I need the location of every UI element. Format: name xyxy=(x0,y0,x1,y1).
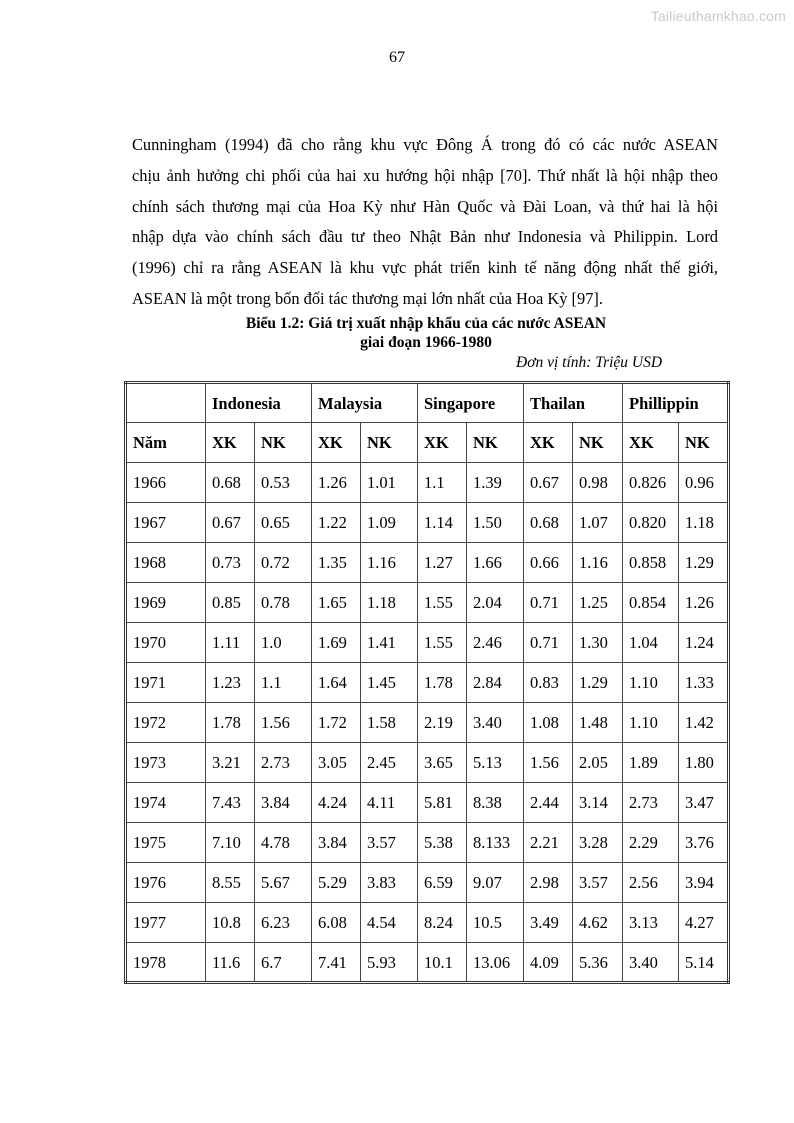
value-cell: 1.1 xyxy=(255,663,312,703)
value-cell: 1.08 xyxy=(524,703,573,743)
value-cell: 2.19 xyxy=(418,703,467,743)
value-cell: 3.05 xyxy=(312,743,361,783)
year-cell: 1969 xyxy=(126,583,206,623)
table-row xyxy=(126,823,729,863)
value-cell: 1.78 xyxy=(206,703,255,743)
value-cell: 8.55 xyxy=(206,863,255,903)
paragraph-line: Cunningham (1994) đã cho rằng khu vực Đông Á trong đó có các nước ASEAN xyxy=(132,135,718,154)
value-cell: 7.41 xyxy=(312,943,361,983)
table-caption xyxy=(0,314,794,352)
unit-note: Đơn vị tính: Triệu USD xyxy=(516,354,663,371)
year-cell: 1976 xyxy=(126,863,206,903)
value-cell: 1.42 xyxy=(679,703,729,743)
table-row xyxy=(126,863,729,903)
value-cell: 1.1 xyxy=(418,463,467,503)
header-empty-cell xyxy=(126,383,206,423)
value-cell: 1.10 xyxy=(623,663,679,703)
value-cell: 0.68 xyxy=(524,503,573,543)
value-cell: 5.13 xyxy=(467,743,524,783)
value-cell: 1.10 xyxy=(623,703,679,743)
year-cell: 1978 xyxy=(126,943,206,983)
value-cell: 3.57 xyxy=(361,823,418,863)
year-cell: 1967 xyxy=(126,503,206,543)
value-cell: 0.85 xyxy=(206,583,255,623)
value-cell: 0.826 xyxy=(623,463,679,503)
value-cell: 4.09 xyxy=(524,943,573,983)
value-cell: 0.53 xyxy=(255,463,312,503)
value-cell: 2.21 xyxy=(524,823,573,863)
body-paragraph xyxy=(132,130,718,315)
table-row xyxy=(126,623,729,663)
value-cell: 9.07 xyxy=(467,863,524,903)
value-cell: 0.854 xyxy=(623,583,679,623)
value-cell: 3.40 xyxy=(623,943,679,983)
year-cell: 1973 xyxy=(126,743,206,783)
value-cell: 5.29 xyxy=(312,863,361,903)
value-cell: 11.6 xyxy=(206,943,255,983)
export-header: XK xyxy=(312,423,361,463)
value-cell: 1.56 xyxy=(524,743,573,783)
table-row xyxy=(126,703,729,743)
value-cell: 6.59 xyxy=(418,863,467,903)
year-cell: 1975 xyxy=(126,823,206,863)
country-header-phillippin: Phillippin xyxy=(623,383,729,423)
table-row xyxy=(126,903,729,943)
value-cell: 2.46 xyxy=(467,623,524,663)
value-cell: 1.18 xyxy=(361,583,418,623)
value-cell: 3.84 xyxy=(312,823,361,863)
year-cell: 1974 xyxy=(126,783,206,823)
value-cell: 1.09 xyxy=(361,503,418,543)
value-cell: 2.56 xyxy=(623,863,679,903)
value-cell: 1.26 xyxy=(679,583,729,623)
value-cell: 2.73 xyxy=(623,783,679,823)
value-cell: 10.8 xyxy=(206,903,255,943)
caption-period: giai đoạn 1966-1980 xyxy=(360,334,492,351)
year-cell: 1971 xyxy=(126,663,206,703)
value-cell: 3.28 xyxy=(573,823,623,863)
value-cell: 4.54 xyxy=(361,903,418,943)
value-cell: 0.96 xyxy=(679,463,729,503)
value-cell: 1.78 xyxy=(418,663,467,703)
value-cell: 8.133 xyxy=(467,823,524,863)
table-row xyxy=(126,463,729,503)
year-cell: 1972 xyxy=(126,703,206,743)
export-header: XK xyxy=(524,423,573,463)
value-cell: 1.24 xyxy=(679,623,729,663)
value-cell: 3.94 xyxy=(679,863,729,903)
value-cell: 0.78 xyxy=(255,583,312,623)
value-cell: 2.29 xyxy=(623,823,679,863)
value-cell: 4.11 xyxy=(361,783,418,823)
year-cell: 1970 xyxy=(126,623,206,663)
value-cell: 2.04 xyxy=(467,583,524,623)
value-cell: 1.58 xyxy=(361,703,418,743)
value-cell: 1.16 xyxy=(573,543,623,583)
value-cell: 2.44 xyxy=(524,783,573,823)
paragraph-line: chính sách thương mại của Hoa Kỳ như Hàn Quốc và Đài Loan, và thứ hai là hội xyxy=(132,196,718,216)
value-cell: 0.71 xyxy=(524,583,573,623)
year-cell: 1977 xyxy=(126,903,206,943)
value-cell: 1.89 xyxy=(623,743,679,783)
value-cell: 1.65 xyxy=(312,583,361,623)
value-cell: 0.71 xyxy=(524,623,573,663)
country-header-indonesia: Indonesia xyxy=(206,383,312,423)
value-cell: 3.49 xyxy=(524,903,573,943)
value-cell: 1.33 xyxy=(679,663,729,703)
value-cell: 1.29 xyxy=(573,663,623,703)
value-cell: 1.14 xyxy=(418,503,467,543)
value-cell: 6.7 xyxy=(255,943,312,983)
value-cell: 4.78 xyxy=(255,823,312,863)
value-cell: 1.72 xyxy=(312,703,361,743)
value-cell: 0.66 xyxy=(524,543,573,583)
table-row xyxy=(126,503,729,543)
value-cell: 2.84 xyxy=(467,663,524,703)
value-cell: 1.45 xyxy=(361,663,418,703)
value-cell: 0.83 xyxy=(524,663,573,703)
value-cell: 3.57 xyxy=(573,863,623,903)
value-cell: 1.56 xyxy=(255,703,312,743)
value-cell: 5.81 xyxy=(418,783,467,823)
value-cell: 7.43 xyxy=(206,783,255,823)
value-cell: 2.05 xyxy=(573,743,623,783)
value-cell: 8.38 xyxy=(467,783,524,823)
value-cell: 1.80 xyxy=(679,743,729,783)
value-cell: 10.5 xyxy=(467,903,524,943)
caption-title: Biểu 1.2: Giá trị xuất nhập khẩu của các nước ASEAN xyxy=(245,315,607,332)
watermark: Tailieuthamkhao.com xyxy=(650,8,786,24)
value-cell: 3.21 xyxy=(206,743,255,783)
value-cell: 1.30 xyxy=(573,623,623,663)
value-cell: 1.16 xyxy=(361,543,418,583)
value-cell: 3.40 xyxy=(467,703,524,743)
value-cell: 0.67 xyxy=(206,503,255,543)
value-cell: 5.36 xyxy=(573,943,623,983)
page-number: 67 xyxy=(389,49,405,66)
value-cell: 5.93 xyxy=(361,943,418,983)
value-cell: 1.48 xyxy=(573,703,623,743)
value-cell: 1.64 xyxy=(312,663,361,703)
value-cell: 3.65 xyxy=(418,743,467,783)
value-cell: 1.22 xyxy=(312,503,361,543)
table-row xyxy=(126,583,729,623)
value-cell: 1.55 xyxy=(418,623,467,663)
table-row xyxy=(126,943,729,983)
value-cell: 1.11 xyxy=(206,623,255,663)
year-cell: 1966 xyxy=(126,463,206,503)
table-row xyxy=(126,543,729,583)
trade-table xyxy=(124,381,730,984)
value-cell: 1.29 xyxy=(679,543,729,583)
value-cell: 0.65 xyxy=(255,503,312,543)
value-cell: 1.27 xyxy=(418,543,467,583)
year-cell: 1968 xyxy=(126,543,206,583)
paragraph-line: (1996) chỉ ra rằng ASEAN là khu vực phát triển kinh tế năng động nhất thế giới, xyxy=(132,258,718,278)
value-cell: 1.26 xyxy=(312,463,361,503)
import-header: NK xyxy=(255,423,312,463)
value-cell: 3.76 xyxy=(679,823,729,863)
value-cell: 0.98 xyxy=(573,463,623,503)
value-cell: 5.38 xyxy=(418,823,467,863)
country-header-row xyxy=(126,383,729,423)
value-cell: 3.84 xyxy=(255,783,312,823)
value-cell: 1.39 xyxy=(467,463,524,503)
value-cell: 1.07 xyxy=(573,503,623,543)
value-cell: 0.73 xyxy=(206,543,255,583)
table-body xyxy=(126,383,729,983)
value-cell: 1.25 xyxy=(573,583,623,623)
export-header: XK xyxy=(418,423,467,463)
value-cell: 1.55 xyxy=(418,583,467,623)
value-cell: 2.45 xyxy=(361,743,418,783)
table-row xyxy=(126,743,729,783)
import-header: NK xyxy=(573,423,623,463)
value-cell: 6.08 xyxy=(312,903,361,943)
value-cell: 7.10 xyxy=(206,823,255,863)
value-cell: 5.14 xyxy=(679,943,729,983)
paragraph-line: nhập dựa vào chính sách đầu tư theo Nhật Bản như Indonesia và Philippin. Lord xyxy=(132,227,718,247)
value-cell: 1.35 xyxy=(312,543,361,583)
table-row xyxy=(126,783,729,823)
value-cell: 3.14 xyxy=(573,783,623,823)
value-cell: 1.41 xyxy=(361,623,418,663)
country-header-singapore: Singapore xyxy=(418,383,524,423)
value-cell: 4.62 xyxy=(573,903,623,943)
value-cell: 13.06 xyxy=(467,943,524,983)
value-cell: 1.69 xyxy=(312,623,361,663)
value-cell: 0.68 xyxy=(206,463,255,503)
paragraph-line: chịu ảnh hưởng chi phối của hai xu hướng hội nhập [70]. Thứ nhất là hội nhập theo xyxy=(132,165,718,185)
value-cell: 1.50 xyxy=(467,503,524,543)
value-cell: 2.73 xyxy=(255,743,312,783)
value-cell: 3.47 xyxy=(679,783,729,823)
value-cell: 1.0 xyxy=(255,623,312,663)
sub-header-row xyxy=(126,423,729,463)
value-cell: 4.24 xyxy=(312,783,361,823)
value-cell: 5.67 xyxy=(255,863,312,903)
value-cell: 0.72 xyxy=(255,543,312,583)
country-header-thailan: Thailan xyxy=(524,383,623,423)
country-header-malaysia: Malaysia xyxy=(312,383,418,423)
table-row xyxy=(126,663,729,703)
value-cell: 0.67 xyxy=(524,463,573,503)
value-cell: 3.13 xyxy=(623,903,679,943)
value-cell: 1.66 xyxy=(467,543,524,583)
paragraph-line: ASEAN là một trong bốn đối tác thương mại lớn nhất của Hoa Kỳ [97]. xyxy=(132,288,603,308)
export-header: XK xyxy=(206,423,255,463)
value-cell: 1.18 xyxy=(679,503,729,543)
value-cell: 0.820 xyxy=(623,503,679,543)
import-header: NK xyxy=(679,423,729,463)
value-cell: 1.23 xyxy=(206,663,255,703)
year-header: Năm xyxy=(126,423,206,463)
value-cell: 0.858 xyxy=(623,543,679,583)
import-header: NK xyxy=(361,423,418,463)
value-cell: 6.23 xyxy=(255,903,312,943)
import-header: NK xyxy=(467,423,524,463)
value-cell: 1.04 xyxy=(623,623,679,663)
export-header: XK xyxy=(623,423,679,463)
value-cell: 8.24 xyxy=(418,903,467,943)
value-cell: 10.1 xyxy=(418,943,467,983)
value-cell: 3.83 xyxy=(361,863,418,903)
value-cell: 2.98 xyxy=(524,863,573,903)
value-cell: 1.01 xyxy=(361,463,418,503)
value-cell: 4.27 xyxy=(679,903,729,943)
